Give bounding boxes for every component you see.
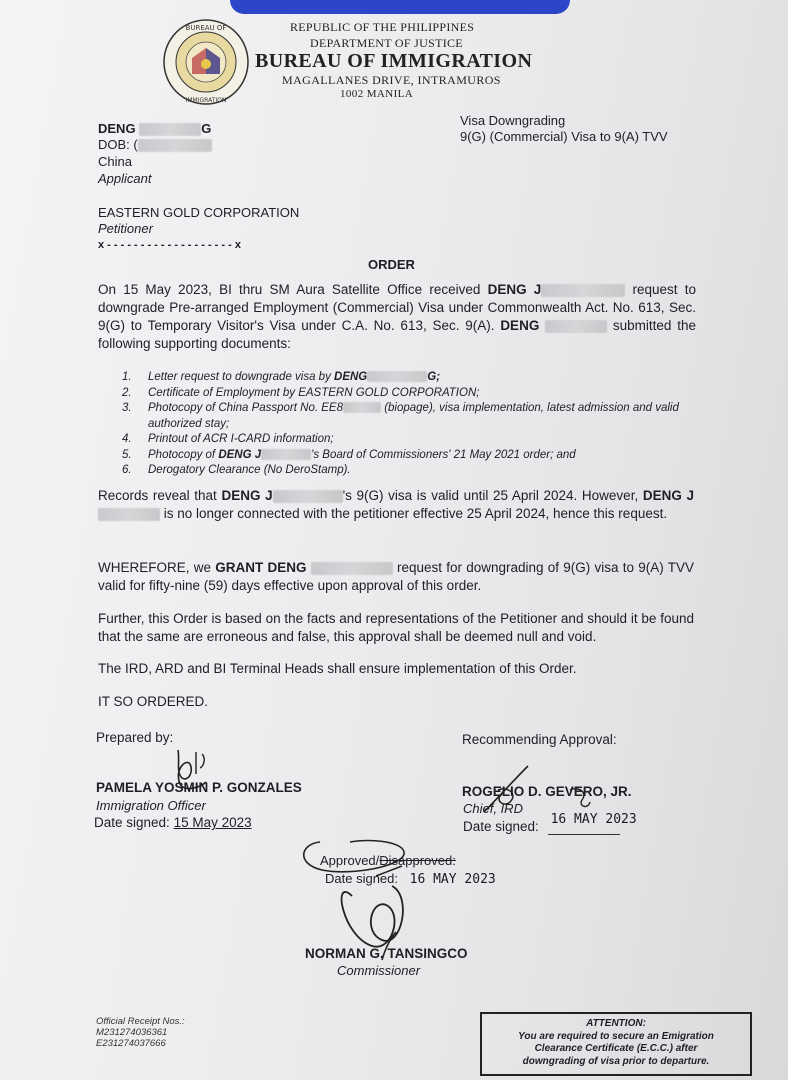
list-item: 6. Derogatory Clearance (No DeroStamp). bbox=[122, 464, 351, 476]
redaction bbox=[98, 508, 160, 521]
list-item: 5. Photocopy of DENG J 's Board of Commissioners' 21 May 2021 order; and bbox=[122, 448, 576, 461]
approved-date-stamp: 16 MAY 2023 bbox=[409, 872, 496, 887]
recommending-title: Chief, IRD bbox=[463, 801, 523, 816]
redaction bbox=[343, 402, 381, 413]
recommending-date-stamp: 16 MAY 2023 bbox=[550, 812, 637, 827]
list-item: 1. Letter request to downgrade visa by DENG G; bbox=[122, 371, 441, 383]
petitioner-role: Petitioner bbox=[98, 221, 153, 236]
svg-text:BUREAU OF: BUREAU OF bbox=[185, 24, 227, 32]
applicant-role: Applicant bbox=[98, 171, 152, 186]
applicant-dob: DOB: ( bbox=[98, 136, 212, 153]
prepared-name: PAMELA YOSMIN P. GONZALES bbox=[96, 780, 302, 795]
header-republic: REPUBLIC OF THE PHILIPPINES bbox=[290, 20, 475, 34]
prepared-by-label: Prepared by: bbox=[96, 730, 174, 745]
redaction bbox=[261, 449, 311, 460]
case-line-2: 9(G) (Commercial) Visa to 9(A) TVV bbox=[460, 129, 668, 144]
redaction bbox=[138, 139, 212, 152]
paragraph-4: Further, this Order is based on the facts and representations of the Petitioner and should it be found that the same are erroneous and false, this approval shall be deemed null and void. bbox=[98, 611, 694, 644]
attention-box: ATTENTION: You are required to secure an Emigration Clearance Certificate (E.C.C.) after downgrading of visa prior to departure. bbox=[480, 1012, 752, 1076]
header-department: DEPARTMENT OF JUSTICE bbox=[310, 36, 463, 50]
prepared-title: Immigration Officer bbox=[96, 798, 206, 813]
commissioner-name: NORMAN G. TANSINGCO bbox=[305, 946, 468, 961]
disapproved-label: Disapproved: bbox=[379, 853, 456, 868]
paragraph-6: IT SO ORDERED. bbox=[98, 694, 209, 709]
paragraph-3: WHEREFORE, we GRANT DENG request for downgrading of 9(G) visa to 9(A) TVV valid for fifty-nine (59) days effective upon approval of this order. bbox=[98, 560, 694, 593]
applicant-name: DENG G bbox=[98, 121, 212, 136]
list-item: 2. Certificate of Employment by EASTERN GOLD CORPORATION; bbox=[122, 386, 480, 399]
official-receipt: Official Receipt Nos.: M231274036361 E231274037666 bbox=[96, 1016, 185, 1049]
recommending-name: ROGELIO D. GEVERO, JR. bbox=[462, 784, 632, 799]
header-bureau: BUREAU OF IMMIGRATION bbox=[255, 50, 533, 72]
case-line-1: Visa Downgrading bbox=[460, 113, 566, 128]
paragraph-2: Records reveal that DENG J 's 9(G) visa is valid until 25 April 2024. However, DENG J is no longer connected with the petitioner effective 25 April 2024, hence this request. bbox=[98, 488, 694, 521]
list-item: 4. Printout of ACR I-CARD information; bbox=[122, 433, 334, 445]
prepared-date: Date signed: 15 May 2023 bbox=[94, 815, 252, 830]
approved-date: Date signed: 16 MAY 2023 bbox=[325, 871, 496, 887]
date-line bbox=[548, 834, 620, 835]
top-blue-object bbox=[230, 0, 570, 14]
approved-label: Approved/ bbox=[320, 853, 380, 868]
header-address: MAGALLANES DRIVE, INTRAMUROS bbox=[282, 73, 501, 87]
separator-line: x - - - - - - - - - - - - - - - - - - - x bbox=[98, 239, 241, 251]
bureau-seal bbox=[162, 18, 250, 106]
redaction bbox=[367, 371, 427, 382]
approved-row bbox=[320, 852, 456, 869]
recommending-date: Date signed: 16 MAY 2023 bbox=[463, 812, 637, 834]
document-list bbox=[122, 370, 703, 479]
commissioner-title: Commissioner bbox=[337, 963, 421, 978]
redaction bbox=[311, 562, 393, 575]
paragraph-5: The IRD, ARD and BI Terminal Heads shall ensure implementation of this Order. bbox=[98, 661, 577, 676]
svg-text:IMMIGRATION: IMMIGRATION bbox=[185, 97, 227, 104]
redaction bbox=[541, 284, 625, 297]
redaction bbox=[273, 490, 343, 503]
order-title: ORDER bbox=[368, 257, 415, 272]
header-city: 1002 MANILA bbox=[340, 88, 414, 100]
paragraph-1: On 15 May 2023, BI thru SM Aura Satellite Office received DENG J request to downgrade Pre-arranged Employment (Commercial) Visa under Commonwealth Act. No. 613, Sec. 9(G) to Temporary Visitor's Visa under C.A. No. 613, Sec. 9(A). DENG submitted the following supporting documents: bbox=[98, 282, 696, 351]
applicant-country: China bbox=[98, 154, 132, 169]
recommending-label: Recommending Approval: bbox=[462, 732, 617, 747]
petitioner-name: EASTERN GOLD CORPORATION bbox=[98, 205, 300, 220]
redaction bbox=[545, 320, 607, 333]
list-item: 3. Photocopy of China Passport No. EE8 (biopage), visa implementation, latest admission and valid authorized stay; bbox=[122, 402, 679, 430]
redaction bbox=[139, 123, 201, 136]
